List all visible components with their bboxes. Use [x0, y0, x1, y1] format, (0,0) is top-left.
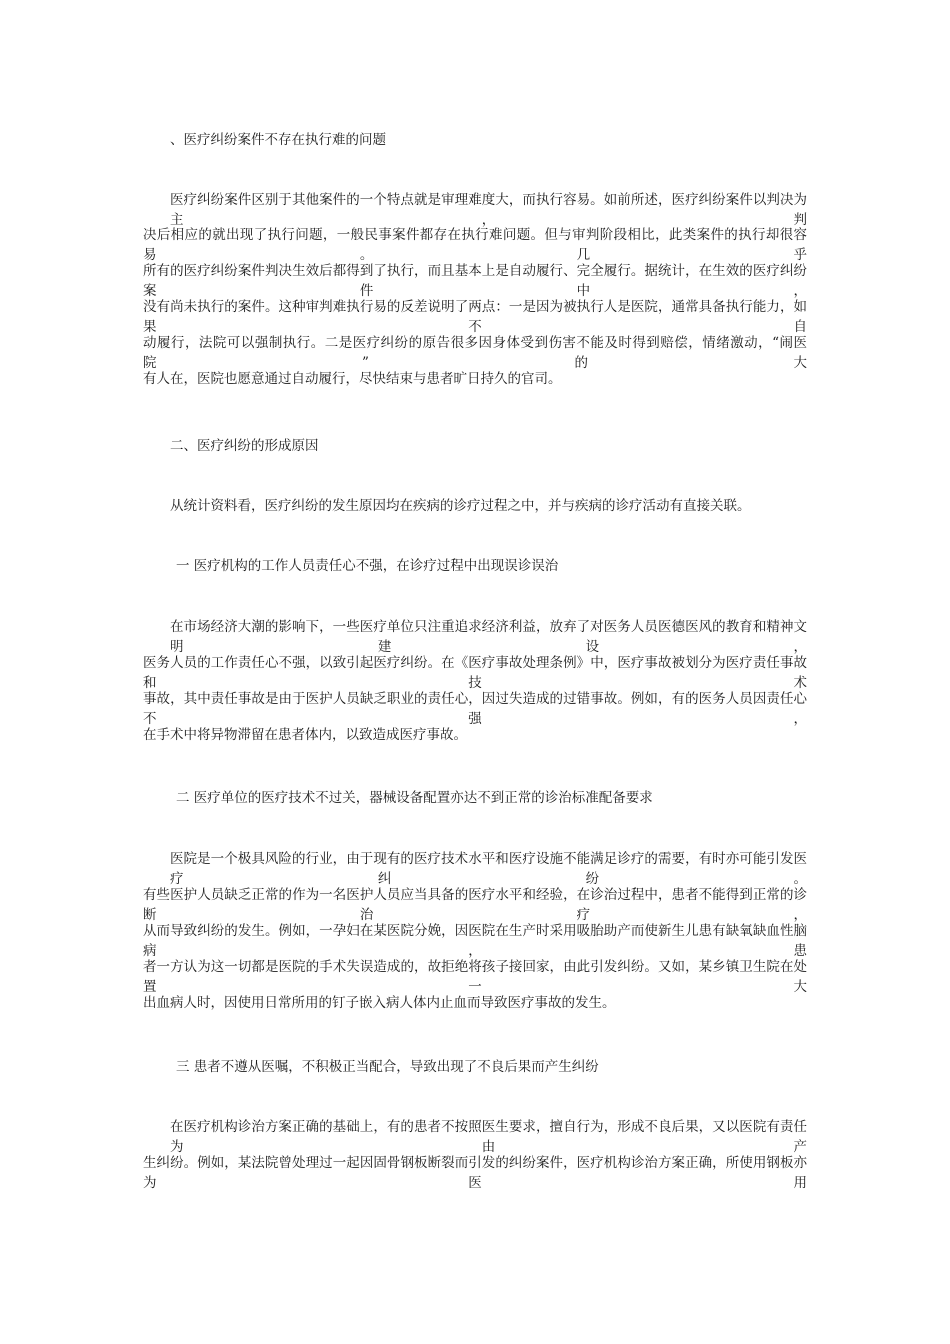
- paragraph-line: 有些医护人员缺乏正常的作为一名医护人员应当具备的医疗水平和经验，在诊治过程中，患者不能得到正常的诊断治疗，: [143, 887, 807, 923]
- paragraph-line: 医院是一个极具风险的行业，由于现有的医疗技术水平和医疗设施不能满足诊疗的需要，有时亦可能引发医疗纠纷。: [170, 851, 807, 887]
- paragraph-line: 从而导致纠纷的发生。例如，一孕妇在某医院分娩，因医院在生产时采用吸胎助产而使新生儿患有缺氧缺血性脑病，患: [143, 923, 807, 959]
- subsection-heading: 二 医疗单位的医疗技术不过关，器械设备配置亦达不到正常的诊治标准配备要求: [176, 790, 653, 806]
- section-heading: 、医疗纠纷案件不存在执行难的问题: [170, 132, 386, 148]
- paragraph-line: 者一方认为这一切都是医院的手术失误造成的，故拒绝将孩子接回家，由此引发纠纷。又如，某乡镇卫生院在处置一大: [143, 959, 807, 995]
- paragraph-line: 动履行，法院可以强制执行。二是医疗纠纷的原告很多因身体受到伤害不能及时得到赔偿，情绪激动，“闹医院”的大: [143, 335, 807, 371]
- paragraph-line: 出血病人时，因使用日常所用的钉子嵌入病人体内止血而导致医疗事故的发生。: [143, 995, 616, 1011]
- paragraph-line: 决后相应的就出现了执行问题，一般民事案件都存在执行难问题。但与审判阶段相比，此类案件的执行却很容易。几乎: [143, 227, 807, 263]
- paragraph-line: 在手术中将异物滞留在患者体内，以致造成医疗事故。: [143, 727, 467, 743]
- paragraph-line: 事故，其中责任事故是由于医护人员缺乏职业的责任心，因过失造成的过错事故。例如，有的医务人员因责任心不强，: [143, 691, 807, 727]
- paragraph-line: 在市场经济大潮的影响下，一些医疗单位只注重追求经济利益，放弃了对医务人员医德医风的教育和精神文明建设，: [170, 619, 807, 655]
- subsection-heading: 一 医疗机构的工作人员责任心不强，在诊疗过程中出现误诊误治: [176, 558, 559, 574]
- paragraph-line: 在医疗机构诊治方案正确的基础上，有的患者不按照医生要求，擅自行为，形成不良后果，又以医院有责任为由产: [170, 1119, 807, 1155]
- paragraph-line: 医疗纠纷案件区别于其他案件的一个特点就是审理难度大，而执行容易。如前所述，医疗纠纷案件以判决为主，判: [170, 192, 807, 228]
- subsection-heading: 三 患者不遵从医嘱，不积极正当配合，导致出现了不良后果而产生纠纷: [176, 1059, 599, 1075]
- paragraph-line: 从统计资料看，医疗纠纷的发生原因均在疾病的诊疗过程之中，并与疾病的诊疗活动有直接关联。: [170, 498, 751, 514]
- paragraph-line: 生纠纷。例如，某法院曾处理过一起因固骨钢板断裂而引发的纠纷案件，医疗机构诊治方案正确，所使用钢板亦为医用: [143, 1155, 807, 1191]
- paragraph-line: 医务人员的工作责任心不强，以致引起医疗纠纷。在《医疗事故处理条例》中，医疗事故被划分为医疗责任事故和技术: [143, 655, 807, 691]
- section-heading: 二、医疗纠纷的形成原因: [170, 438, 319, 454]
- paragraph-line: 没有尚未执行的案件。这种审判难执行易的反差说明了两点：一是因为被执行人是医院，通常具备执行能力，如果不自: [143, 299, 807, 335]
- paragraph-line: 所有的医疗纠纷案件判决生效后都得到了执行，而且基本上是自动履行、完全履行。据统计，在生效的医疗纠纷案件中，: [143, 263, 807, 299]
- paragraph-line: 有人在，医院也愿意通过自动履行，尽快结束与患者旷日持久的官司。: [143, 371, 562, 387]
